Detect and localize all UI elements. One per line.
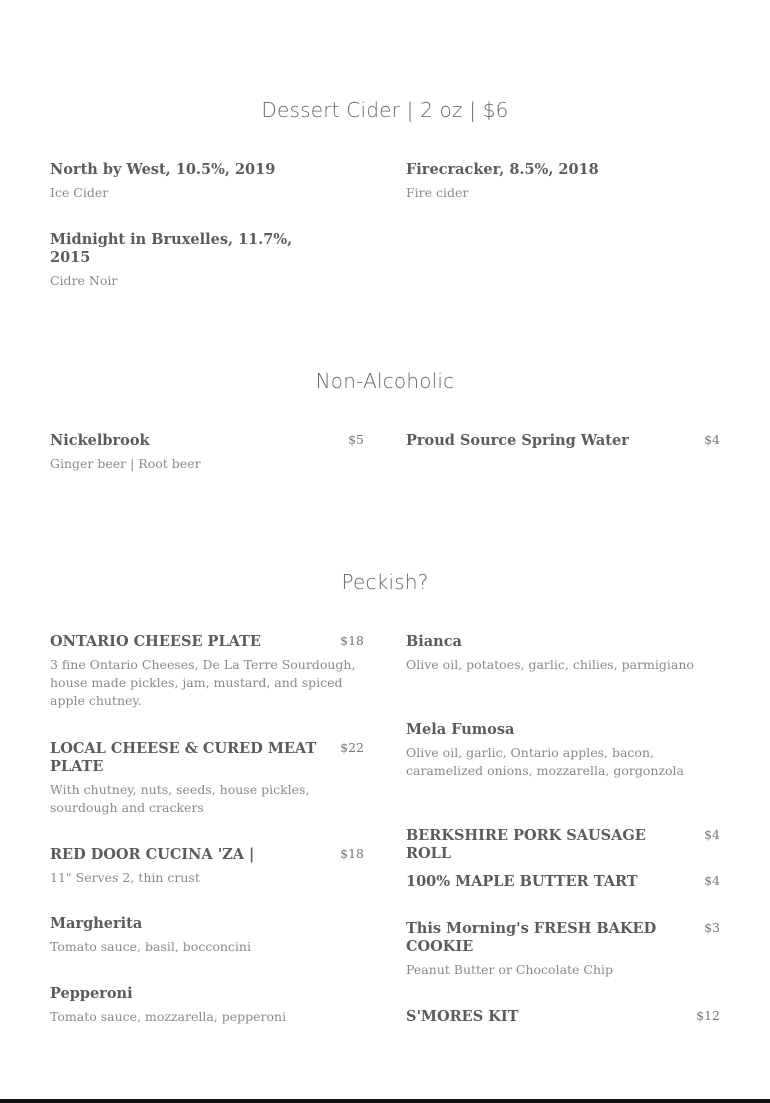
section-title-peckish: Peckish? [341,570,429,594]
item-description: Peanut Butter or Chocolate Chip [406,962,614,977]
bottom-divider [0,1099,770,1103]
menu-item-proud-source-water [406,432,720,450]
menu-item-ontario-cheese-plate [50,633,364,710]
item-description: Cidre Noir [50,273,118,288]
item-name: Nickelbrook [50,432,150,449]
section-title-dessert-cider: Dessert Cider | 2 oz | $6 [261,98,509,122]
item-name: North by West, 10.5%, 2019 [50,161,276,178]
item-price: $18 [340,846,364,861]
menu-item-midnight-in-bruxelles [50,231,364,290]
item-name: RED DOOR CUCINA 'ZA | [50,846,255,863]
item-description: Ginger beer | Root beer [50,456,201,471]
item-name: This Morning's FRESH BAKED COOKIE [406,920,657,955]
menu-item-red-door-cucina-za [50,846,364,887]
item-description: Olive oil, potatoes, garlic, chilies, parmigiano [406,657,694,672]
item-name: Mela Fumosa [406,721,515,738]
item-name: Firecracker, 8.5%, 2018 [406,161,599,178]
item-price: $4 [704,432,720,447]
item-description: Olive oil, garlic, Ontario apples, bacon, caramelized onions, mozzarella, gorgonzola [406,745,685,778]
item-description: With chutney, nuts, seeds, house pickles, sourdough and crackers [50,782,310,815]
item-price: $5 [348,432,364,447]
menu-item-pepperoni [50,985,364,1026]
item-name: ONTARIO CHEESE PLATE [50,633,261,650]
menu-item-bianca [406,633,720,674]
menu-item-north-by-west [50,161,364,202]
menu-item-margherita [50,915,364,956]
menu-item-mela-fumosa [406,721,720,780]
item-name: Pepperoni [50,985,133,1002]
menu-item-smores-kit [406,1008,720,1026]
item-name: BERKSHIRE PORK SAUSAGE ROLL [406,827,646,862]
item-description: Ice Cider [50,185,109,200]
item-price: $18 [340,633,364,648]
item-price: $12 [696,1008,720,1023]
menu-item-nickelbrook [50,432,364,473]
item-description: Fire cider [406,185,469,200]
item-name: Margherita [50,915,143,932]
item-name: LOCAL CHEESE & CURED MEAT PLATE [50,740,317,775]
section-title-non-alcoholic: Non-Alcoholic [315,369,455,393]
menu-item-berkshire-pork-sausage-roll [406,827,720,863]
menu-item-fresh-baked-cookie [406,920,720,979]
item-name: Midnight in Bruxelles, 11.7%, 2015 [50,231,293,266]
menu-item-local-cheese-cured-meat [50,740,364,817]
item-description: 11" Serves 2, thin crust [50,870,200,885]
item-name: Proud Source Spring Water [406,432,629,449]
item-price: $3 [704,920,720,935]
item-name: Bianca [406,633,462,650]
item-description: Tomato sauce, basil, bocconcini [50,939,251,954]
item-price: $22 [340,740,364,755]
item-price: $4 [704,827,720,842]
item-name: S'MORES KIT [406,1008,519,1025]
item-price: $4 [704,873,720,888]
item-name: 100% MAPLE BUTTER TART [406,873,638,890]
menu-item-maple-butter-tart [406,873,720,891]
item-description: 3 fine Ontario Cheeses, De La Terre Sourdough, house made pickles, jam, mustard, and spiced apple chutney. [50,657,356,708]
menu-item-firecracker [406,161,720,202]
item-description: Tomato sauce, mozzarella, pepperoni [50,1009,287,1024]
